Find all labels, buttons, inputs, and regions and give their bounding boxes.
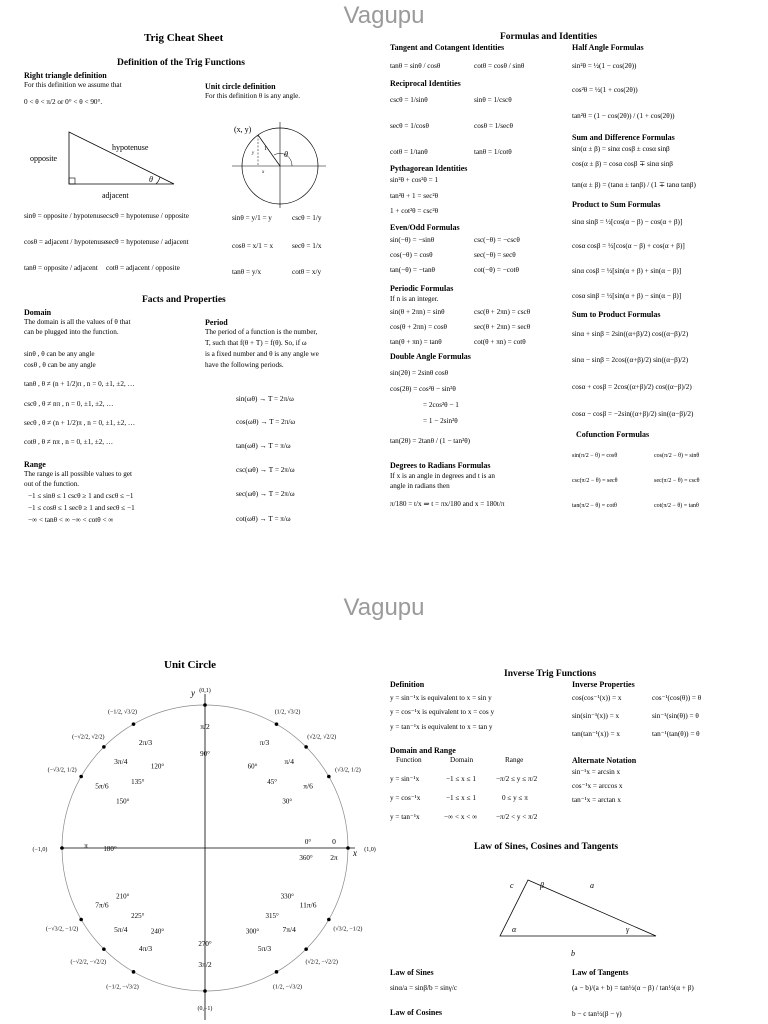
uc-coord-210: (−√3/2, −1/2) <box>45 926 79 933</box>
uc-point-300 <box>275 970 279 974</box>
uc-coord-180: (−1,0) <box>32 847 48 853</box>
uc-rad-60: π/3 <box>259 737 270 747</box>
law-sines-heading: Law of Sines <box>390 968 434 977</box>
per-tan: tan(θ + πn) = tanθ <box>390 338 442 346</box>
law-tri-gamma: γ <box>626 925 630 934</box>
sp-2: sinα − sinβ = 2cos((α+β)/2) sin((α−β)/2) <box>572 356 689 364</box>
per-sec: sec(θ + 2πn) = secθ <box>474 323 531 331</box>
uc-rad-180: π <box>84 841 88 850</box>
uc-point-45 <box>304 745 308 749</box>
uc-deg-225: 225° <box>131 912 145 921</box>
inv-prop-6: tan⁻¹(tan(θ)) = θ <box>652 730 700 738</box>
uc-rad-135: 3π/4 <box>114 756 128 766</box>
uc-theta-label: θ <box>284 150 288 159</box>
uc-coord-90: (0,1) <box>199 688 211 694</box>
unit-circle-diagram <box>20 680 376 1024</box>
ps-2: cosα cosβ = ½[cos(α − β) + cos(α + β)] <box>572 242 685 250</box>
uc-cos: cosθ = x/1 = x <box>232 242 274 250</box>
cf-6: cot(π/2 − θ) = tanθ <box>654 503 699 509</box>
uc-rad-360: 2π <box>330 853 338 862</box>
uc-coord-270: (0,−1) <box>197 1006 213 1012</box>
period-sec: sec(ωθ) → T = 2π/ω <box>236 490 295 498</box>
uc-tan: tanθ = y/x <box>232 268 262 276</box>
uc-deg-315: 315° <box>265 912 279 921</box>
uc-coord-120: (−1/2, √3/2) <box>107 709 138 716</box>
pythagorean-heading: Pythagorean Identities <box>390 164 468 173</box>
uc-deg-60: 60° <box>247 762 258 771</box>
dr-col-range: Range <box>505 756 524 764</box>
dr-col-function: Function <box>396 756 422 764</box>
uc-x-label: x <box>262 170 265 175</box>
tan-cot-heading: Tangent and Cotangent Identities <box>390 43 505 52</box>
da-cos: cos(2θ) = cos²θ − sin²θ <box>390 385 456 393</box>
uc-cot: cotθ = x/y <box>292 268 322 276</box>
pyth-3: 1 + cot²θ = csc²θ <box>390 207 439 215</box>
deg-rad-heading: Degrees to Radians Formulas <box>390 461 491 470</box>
unit-circle-def-diagram <box>228 120 328 210</box>
alt-notation-heading: Alternate Notation <box>572 756 637 765</box>
eo-csc: csc(−θ) = −cscθ <box>474 236 520 244</box>
uc-deg-330: 330° <box>280 892 294 901</box>
per-csc: csc(θ + 2πn) = cscθ <box>474 308 531 316</box>
period-csc: csc(ωθ) → T = 2π/ω <box>236 466 295 474</box>
uc-deg-0: 0° <box>304 838 312 846</box>
dr-r2-range: 0 ≤ y ≤ π <box>502 794 528 802</box>
period-text-3: is a fixed number and θ is any angle we <box>205 350 319 358</box>
recip-sec: secθ = 1/cosθ <box>390 122 429 130</box>
uc-point-180 <box>60 846 64 850</box>
uc-one-label: 1 <box>264 146 267 152</box>
eo-cos: cos(−θ) = cosθ <box>390 251 433 259</box>
domain-tan: tanθ , θ ≠ (n + 1/2)π , n = 0, ±1, ±2, … <box>24 380 135 388</box>
dr-r3-domain: −∞ < x < ∞ <box>444 813 478 821</box>
uc-deg-300: 300° <box>245 927 260 936</box>
cf-3: csc(π/2 − θ) = secθ <box>572 478 618 484</box>
law-tangents-2: b − c tan½(β − γ) <box>572 1010 622 1018</box>
uc-point-315 <box>304 947 308 951</box>
period-cos: cos(ωθ) → T = 2π/ω <box>236 418 296 426</box>
inv-prop-heading: Inverse Properties <box>572 680 635 689</box>
per-cos: cos(θ + 2πn) = cosθ <box>390 323 447 331</box>
uc-rad-315: 7π/4 <box>282 925 296 935</box>
uc-deg-360: 360° <box>299 854 313 862</box>
tri-opposite-label: opposite <box>30 154 58 163</box>
period-text-2: T, such that f(θ + T) = f(θ). So, if ω <box>205 339 307 347</box>
uc-coord-315: (√2/2, −√2/2) <box>305 959 338 966</box>
period-tan: tan(ωθ) → T = π/ω <box>236 442 291 450</box>
range-tan-cot: −∞ < tanθ < ∞ −∞ < cotθ < ∞ <box>28 516 114 524</box>
da-cos-2: = 2cos²θ − 1 <box>423 401 459 409</box>
uc-coord-0: (1,0) <box>364 847 376 853</box>
formulas-title: Formulas and Identities <box>500 32 598 42</box>
uc-coord-225: (−√2/2, −√2/2) <box>70 959 107 966</box>
uc-coord-135: (−√2/2, √2/2) <box>72 734 105 741</box>
uc-csc: cscθ = 1/y <box>292 214 322 222</box>
uc-deg-210: 210° <box>116 892 130 901</box>
recip-csc: cscθ = 1/sinθ <box>390 96 428 104</box>
uc-rad-45: π/4 <box>284 756 294 766</box>
uc-rad-300: 5π/3 <box>257 944 272 954</box>
deg-rad-text-1: If x is an angle in degrees and t is an <box>390 472 495 480</box>
tc-tan: tanθ = sinθ / cosθ <box>390 62 441 70</box>
da-sin: sin(2θ) = 2sinθ cosθ <box>390 369 449 377</box>
uc-point-150 <box>79 775 83 779</box>
rt-sec: secθ = hypotenuse / adjacent <box>106 238 189 246</box>
sd-sin: sin(α ± β) = sinα cosβ ± cosα sinβ <box>572 145 670 153</box>
uc-point-0 <box>346 846 350 850</box>
uc-point-135 <box>102 745 106 749</box>
unit-circle-title: Unit Circle <box>164 659 217 671</box>
uc-deg-180: 180° <box>103 845 117 853</box>
product-sum-heading: Product to Sum Formulas <box>572 200 661 209</box>
domain-sin: sinθ , θ can be any angle <box>24 350 95 358</box>
dr-r1-range: −π/2 ≤ y ≤ π/2 <box>496 775 538 783</box>
period-text-1: The period of a function is the number, <box>205 328 318 336</box>
recip-cot: cotθ = 1/tanθ <box>390 148 428 156</box>
sp-3: cosα + cosβ = 2cos((α+β)/2) cos((α−β)/2) <box>572 383 692 391</box>
period-cot: cot(ωθ) → T = π/ω <box>236 515 291 523</box>
range-heading: Range <box>24 460 46 469</box>
reciprocal-heading: Reciprocal Identities <box>390 79 461 88</box>
domain-range-heading: Domain and Range <box>390 746 456 755</box>
uc-rad-225: 5π/4 <box>114 925 128 935</box>
uc-rad-0: 0 <box>332 837 336 846</box>
inv-def-1: y = sin⁻¹x is equivalent to x = sin y <box>390 694 492 702</box>
law-cosines-heading: Law of Cosines <box>390 1008 443 1017</box>
inv-prop-1: cos(cos⁻¹(x)) = x <box>572 694 622 702</box>
domain-csc: cscθ , θ ≠ nπ , n = 0, ±1, ±2, … <box>24 400 114 408</box>
per-sin: sin(θ + 2πn) = sinθ <box>390 308 445 316</box>
law-tri-alpha: α <box>512 925 517 934</box>
range-cos-sec: −1 ≤ cosθ ≤ 1 secθ ≥ 1 and secθ ≤ −1 <box>28 504 135 512</box>
dr-r2-func: y = cos⁻¹x <box>390 794 421 802</box>
facts-title: Facts and Properties <box>142 295 226 305</box>
domain-text-1: The domain is all the values of θ that <box>24 318 131 326</box>
tri-hypotenuse-label: hypotenuse <box>112 143 149 152</box>
sum-diff-heading: Sum and Difference Formulas <box>572 133 675 142</box>
ha-tan: tan²θ = (1 − cos(2θ)) / (1 + cos(2θ)) <box>572 112 675 120</box>
law-tangents-heading: Law of Tangents <box>572 968 629 977</box>
range-sin-csc: −1 ≤ sinθ ≤ 1 cscθ ≥ 1 and cscθ ≤ −1 <box>28 492 134 500</box>
unit-circle-def-heading: Unit circle definition <box>205 82 276 91</box>
recip-sin: sinθ = 1/cscθ <box>474 96 512 104</box>
uc-coord-30: (√3/2, 1/2) <box>335 767 361 774</box>
sum-product-heading: Sum to Product Formulas <box>572 310 661 319</box>
sp-4: cosα − cosβ = −2sin((α+β)/2) sin((α−β)/2) <box>572 410 694 418</box>
page-title: Trig Cheat Sheet <box>144 32 224 44</box>
alt-3: tan⁻¹x = arctan x <box>572 796 621 804</box>
dr-r1-domain: −1 ≤ x ≤ 1 <box>446 775 476 783</box>
inv-prop-4: sin⁻¹(sin(θ)) = θ <box>652 712 699 720</box>
dr-col-domain: Domain <box>450 756 474 764</box>
uc-xy-label: (x, y) <box>234 125 252 134</box>
ps-4: cosα sinβ = ½[sin(α + β) − sin(α − β)] <box>572 292 682 300</box>
uc-point-330 <box>327 918 331 922</box>
ha-cos: cos²θ = ½(1 + cos(2θ)) <box>572 86 638 94</box>
uc-sin: sinθ = y/1 = y <box>232 214 272 222</box>
da-tan: tan(2θ) = 2tanθ / (1 − tan²θ) <box>390 437 471 445</box>
eo-cot: cot(−θ) = −cotθ <box>474 266 519 274</box>
ps-3: sinα cosβ = ½[sin(α + β) + sin(α − β)] <box>572 267 682 275</box>
uc-rad-240: 4π/3 <box>138 944 153 954</box>
watermark-bottom: Vagupu <box>343 594 425 621</box>
ps-1: sinα sinβ = ½[cos(α − β) − cos(α + β)] <box>572 218 683 226</box>
inv-def-3: y = tan⁻¹x is equivalent to x = tan y <box>390 723 493 731</box>
rt-tan: tanθ = opposite / adjacent <box>24 264 98 272</box>
dr-r3-func: y = tan⁻¹x <box>390 813 420 821</box>
rt-text-1: For this definition we assume that <box>24 81 122 89</box>
uc-sec: secθ = 1/x <box>292 242 322 250</box>
period-sin: sin(ωθ) → T = 2π/ω <box>236 395 294 403</box>
deg-rad-text-2: angle in radians then <box>390 482 450 490</box>
uc-rad-330: 11π/6 <box>299 900 317 910</box>
law-tangents-1: (a − b)/(a + b) = tan½(α − β) / tan½(α + β) <box>572 984 694 992</box>
range-text-2: out of the function. <box>24 480 80 488</box>
uc-axis-x-label: x <box>353 848 357 858</box>
law-tri-beta: β <box>540 881 544 890</box>
period-heading: Period <box>205 318 228 327</box>
range-text-1: The range is all possible values to get <box>24 470 132 478</box>
per-cot: cot(θ + πn) = cotθ <box>474 338 526 346</box>
uc-deg-30: 30° <box>282 797 293 806</box>
uc-rad-120: 2π/3 <box>138 737 153 747</box>
right-triangle-heading: Right triangle definition <box>24 71 107 80</box>
uc-coord-150: (−√3/2, 1/2) <box>47 767 77 774</box>
uc-coord-330: (√3/2, −1/2) <box>333 926 363 933</box>
inv-def-2: y = cos⁻¹x is equivalent to x = cos y <box>390 708 495 716</box>
uc-point-120 <box>132 722 136 726</box>
uc-deg-270: 270° <box>198 940 212 948</box>
uc-deg-120: 120° <box>150 762 165 771</box>
uc-deg-90: 90° <box>200 750 210 758</box>
half-angle-heading: Half Angle Formulas <box>572 43 644 52</box>
sp-1: sinα + sinβ = 2sin((α+β)/2) cos((α−β)/2) <box>572 330 689 338</box>
eo-sec: sec(−θ) = secθ <box>474 251 516 259</box>
cofunction-heading: Cofunction Formulas <box>576 430 650 439</box>
inv-prop-2: cos⁻¹(cos(θ)) = θ <box>652 694 702 702</box>
inv-prop-5: tan(tan⁻¹(x)) = x <box>572 730 620 738</box>
dr-r3-range: −π/2 < y < π/2 <box>496 813 538 821</box>
uc-coord-240: (−1/2, −√3/2) <box>106 984 139 991</box>
dr-r2-domain: −1 ≤ x ≤ 1 <box>446 794 476 802</box>
uc-axis-y-label: y <box>191 688 195 698</box>
deg-rad-formula: π/180 = t/x ⇒ t = πx/180 and x = 180t/π <box>390 500 505 508</box>
period-text-4: have the following periods. <box>205 361 284 369</box>
uc-coord-300: (1/2, −√3/2) <box>272 984 303 991</box>
uc-coord-60: (1/2, √3/2) <box>274 709 301 716</box>
pyth-2: tan²θ + 1 = sec²θ <box>390 192 439 200</box>
recip-cos: cosθ = 1/secθ <box>474 122 513 130</box>
domain-heading: Domain <box>24 308 52 317</box>
cf-4: sec(π/2 − θ) = cscθ <box>654 478 700 484</box>
sd-cos: cos(α ± β) = cosα cosβ ∓ sinα sinβ <box>572 160 673 168</box>
tri-adjacent-label: adjacent <box>102 191 129 200</box>
rt-cot: cotθ = adjacent / opposite <box>106 264 180 272</box>
uc-deg-135: 135° <box>131 777 145 786</box>
recip-tan: tanθ = 1/cotθ <box>474 148 512 156</box>
domain-text-2: can be plugged into the function. <box>24 328 119 336</box>
uc-deg-45: 45° <box>267 777 278 786</box>
rt-cos: cosθ = adjacent / hypotenuse <box>24 238 107 246</box>
inv-def-heading: Definition <box>390 680 425 689</box>
eo-tan: tan(−θ) = −tanθ <box>390 266 435 274</box>
law-tri-c: c <box>510 881 514 890</box>
uc-rad-210: 7π/6 <box>95 900 109 910</box>
uc-coord-45: (√2/2, √2/2) <box>307 734 337 741</box>
alt-2: cos⁻¹x = arccos x <box>572 782 623 790</box>
uc-point-90 <box>203 703 207 707</box>
inverse-title: Inverse Trig Functions <box>504 669 597 679</box>
rt-sin: sinθ = opposite / hypotenuse <box>24 212 107 220</box>
uc-rad-30: π/6 <box>303 781 313 791</box>
double-angle-heading: Double Angle Formulas <box>390 352 471 361</box>
law-title: Law of Sines, Cosines and Tangents <box>474 842 619 852</box>
uc-point-225 <box>102 947 106 951</box>
law-tri-a: a <box>590 881 594 890</box>
inv-prop-3: sin(sin⁻¹(x)) = x <box>572 712 620 720</box>
uc-point-270 <box>203 989 207 993</box>
uc-point-210 <box>79 918 83 922</box>
eo-sin: sin(−θ) = −sinθ <box>390 236 435 244</box>
uc-deg-240: 240° <box>150 927 165 936</box>
tc-cot: cotθ = cosθ / sinθ <box>474 62 525 70</box>
law-tri-b: b <box>571 949 575 958</box>
rt-csc: cscθ = hypotenuse / opposite <box>106 212 189 220</box>
ha-sin: sin²θ = ½(1 − cos(2θ)) <box>572 62 637 70</box>
definition-title: Definition of the Trig Functions <box>117 58 245 68</box>
cf-5: tan(π/2 − θ) = cotθ <box>572 503 617 509</box>
uc-rad-90: π/2 <box>200 722 210 731</box>
sd-tan: tan(α ± β) = (tanα ± tanβ) / (1 ∓ tanα tanβ) <box>572 181 696 189</box>
periodic-heading: Periodic Formulas <box>390 284 454 293</box>
dr-r1-func: y = sin⁻¹x <box>390 775 420 783</box>
domain-cot: cotθ , θ ≠ nπ , n = 0, ±1, ±2, … <box>24 438 114 446</box>
da-cos-3: = 1 − 2sin²θ <box>423 417 458 425</box>
law-sines-formula: sinα/a = sinβ/b = sinγ/c <box>390 984 458 992</box>
uc-rad-270: 3π/2 <box>198 960 212 969</box>
domain-sec: secθ , θ ≠ (n + 1/2)π , n = 0, ±1, ±2, … <box>24 419 136 427</box>
uc-y-label: y <box>252 151 255 156</box>
uc-point-240 <box>132 970 136 974</box>
periodic-text: If n is an integer. <box>390 295 439 303</box>
uc-deg-150: 150° <box>116 797 130 806</box>
cf-2: cos(π/2 − θ) = sinθ <box>654 453 700 459</box>
watermark-top: Vagupu <box>343 2 425 29</box>
right-triangle-diagram <box>24 128 184 200</box>
tri-theta-label: θ <box>149 175 153 184</box>
even-odd-heading: Even/Odd Formulas <box>390 223 460 232</box>
cf-1: sin(π/2 − θ) = cosθ <box>572 453 618 459</box>
alt-1: sin⁻¹x = arcsin x <box>572 768 621 776</box>
rt-text-2: 0 < θ < π/2 or 0° < θ < 90°. <box>24 98 103 106</box>
pyth-1: sin²θ + cos²θ = 1 <box>390 176 439 184</box>
uc-text: For this definition θ is any angle. <box>205 92 301 100</box>
domain-cos: cosθ , θ can be any angle <box>24 361 96 369</box>
uc-point-30 <box>327 775 331 779</box>
uc-point-60 <box>275 722 279 726</box>
uc-rad-150: 5π/6 <box>95 781 109 791</box>
law-triangle-diagram <box>494 870 664 960</box>
